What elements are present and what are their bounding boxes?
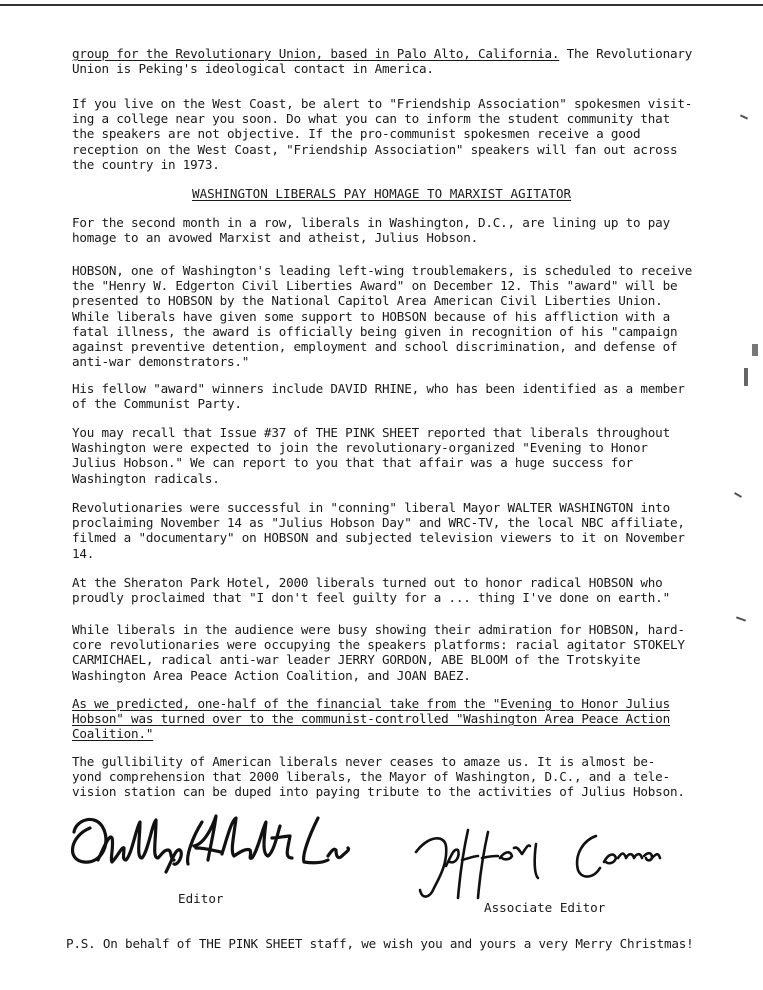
- editor-title: Editor: [178, 891, 224, 906]
- associate-editor-title: Associate Editor: [484, 900, 606, 915]
- paragraph-homage: For the second month in a row, liberals in Washington, D.C., are lining up to pay homage to an avowed Marxist and atheist, Julius Hobson.: [72, 215, 670, 246]
- paragraph-fellow-winners: His fellow "award" winners include DAVID RHINE, who has been identified as a member of the Communist Party.: [72, 381, 685, 412]
- scan-speck: [736, 616, 746, 621]
- scan-speck: [752, 344, 758, 356]
- scan-speck: [744, 368, 748, 386]
- paragraph-award: HOBSON, one of Washington's leading left-wing troublemakers, is scheduled to receive the "Henry W. Edgerton Civil Liberties Award" on December 12. This "award" will be presented to HOBSON by the National Capitol Area American Civil Liberties Union. While liberals have given some support to HOBSON because of his affliction with a fatal illness, the award is officially being given in recognition of his "campaign against preventive detention, employment and school discrimination, and defense of anti-war demonstrators.": [72, 263, 693, 370]
- editor-signature: [62, 808, 352, 878]
- section-heading: WASHINGTON LIBERALS PAY HOMAGE TO MARXIST AGITATOR: [192, 186, 572, 201]
- paragraph-issue-37: You may recall that Issue #37 of THE PINK SHEET reported that liberals throughout Washington were expected to join the revolutionary-organized "Evening to Honor Julius Hobson." We can report to you that that affair was a huge success for Washington radicals.: [72, 425, 670, 486]
- paragraph-predicted: As we predicted, one-half of the financial take from the "Evening to Honor Julius Hobson" was turned over to the communist-controlled "Washington Area Peace Action Coalition.": [72, 696, 670, 742]
- top-rule: [0, 4, 763, 6]
- paragraph-text: The Revolutionary Union is Peking's ideological contact in America.: [72, 46, 693, 77]
- paragraph-sheraton: At the Sheraton Park Hotel, 2000 liberals turned out to honor radical HOBSON who proudly proclaimed that "I don't feel guilty for a ... thing I've done on earth.": [72, 575, 670, 606]
- paragraph-west-coast: If you live on the West Coast, be alert to "Friendship Association" spokesmen visit- ing a college near you soon. Do what you can to inform the student community that the speakers are not objective. If the pro-communist spokesmen receive a good reception on the West Coast, "Friendship Association" speakers will fan out across the country in 1973.: [72, 96, 693, 172]
- scan-speck: [734, 492, 742, 498]
- associate-editor-signature: [408, 818, 663, 903]
- paragraph-gullibility: The gullibility of American liberals never ceases to amaze us. It is almost be- yond comprehension that 2000 liberals, the Mayor of Washington, D.C., and a tele- vision station can be duped into paying tribute to the activities of Julius Hobson.: [72, 754, 685, 800]
- paragraph-speakers: While liberals in the audience were busy showing their admiration for HOBSON, hard- core revolutionaries were occupying the speakers platforms: racial agitator STOKELY CARMICHAEL, radical anti-war leader JERRY GORDON, ABE BLOOM of the Trotskyite Washington Area Peace Action Coalition, and JOAN BAEZ.: [72, 622, 685, 683]
- postscript: P.S. On behalf of THE PINK SHEET staff, we wish you and yours a very Merry Christmas!: [66, 936, 694, 951]
- paragraph-hobson-day: Revolutionaries were successful in "conning" liberal Mayor WALTER WASHINGTON into proclaiming November 14 as "Julius Hobson Day" and WRC-TV, the local NBC affiliate, filmed a "documentary" on HOBSON and subjected television viewers to it on November 14.: [72, 500, 685, 561]
- underlined-text: group for the Revolutionary Union, based in Palo Alto, California.: [72, 46, 560, 61]
- scan-speck: [740, 114, 748, 119]
- paragraph-revolutionary-union: [72, 46, 712, 76]
